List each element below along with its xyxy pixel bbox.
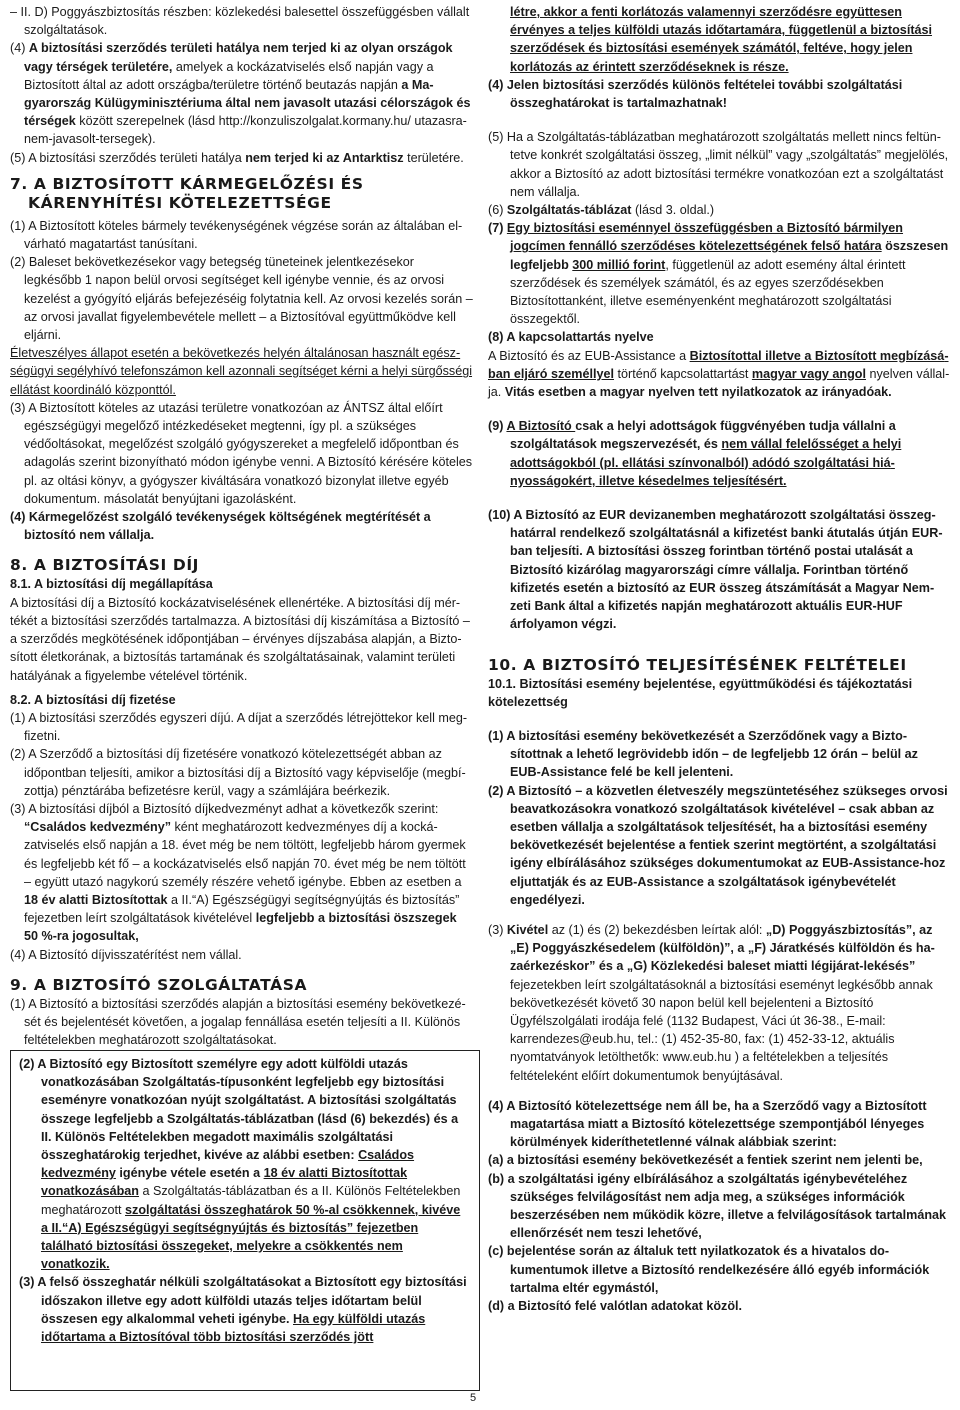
clause-4-territory: (4) A biztosítási szerződés területi hatálya nem terjed ki az olyan országok vagy térségek területére, amelyek a kockázatviselés első napján vagy a Biztosított által az adott országba/területre történő beutazás napján a Magyarország Külügyminisztériuma által nem javasolt utazási célországok és térségek között szerepelnek (lásd http://konzuliszolgalat.kormany.hu/ utazasra-nem-javasolt-tersegek). bbox=[10, 41, 471, 147]
clause-8-language: A Biztosító és az EUB-Assistance a Biztosítottal illetve a Biztosított megbízásában eljáró személlyel történő kapcsolattartást magyar vagy angol nyelven vállalja. Vitás esetben a magyar nyelven tett nyilatkozatok az irányadóak. bbox=[488, 348, 950, 400]
section-10-clause-4: (4) A Biztosító kötelezettsége nem áll be, ha a Szerződő vagy a Biztosított magatartása miatt a Biztosító kötelezettsége szempontjából lényeges körülmények kideríthetetlenné válnak alábbiak szerint: bbox=[488, 1098, 927, 1150]
clause-8-heading: (8) A kapcsolattartás nyelve bbox=[488, 330, 654, 345]
clause-6-table-ref: (6) Szolgáltatás-táblázat (lásd 3. oldal.) bbox=[488, 203, 715, 218]
clause-4-limits: (4) Jelen biztosítási szerződés különös feltételei további szolgáltatási összeghatárokat is tartalmazhatnak! bbox=[488, 77, 903, 111]
continuation-text: – II. D) Poggyászbiztosítás részben: közlekedési balesettel összefüggésben vállalt szolgáltatások. bbox=[10, 5, 470, 38]
section-10-item-d: (d) a Biztosító felé valótlan adatokat közöl. bbox=[488, 1299, 743, 1313]
section-8-2-clause-3: (3) A biztosítási díjból a Biztosító díjkedvezményt adhat a következők szerint: “Családos kedvezmény” ként meghatározott kedvezményes díj a kockázatviselés első napján a 18. évet még be nem töltött, legfeljebb három gyermek és legfeljebb két fő – a kockázatviselés első napján 70. évet még be nem töltött – együtt utazó nagykorú személy részére vehető igénybe. Ebben az esetben a 18 év alatti Biztosítottak a II.“A) Egészségügyi segítségnyújtás és biztosítás” fejezetben leírt szolgáltatások kivételével legfeljebb a biztosítási öszszegek 50 %-ra jogosultak, bbox=[10, 801, 466, 944]
section-8-2-clause-1: (1) A biztosítási szerződés egyszeri díjú. A díjat a szerződés létrejöttekor kell megfizetni. bbox=[10, 710, 468, 744]
section-7-clause-1: (1) A Biztosított köteles bármely tevékenységének végzése során az általában elvárható magatartást tanúsítani. bbox=[10, 218, 463, 252]
clause-5-antarctica: (5) A biztosítási szerződés területi hatálya nem terjed ki az Antarktisz területére. bbox=[10, 150, 464, 165]
section-10-heading: 10. A BIZTOSÍTÓ TELJESÍTÉSÉNEK FELTÉTELEI bbox=[488, 655, 907, 674]
section-10-clause-3: (3) Kivétel az (1) és (2) bekezdésben leírtak alól: „D) Poggyászbiztosítás”, az „E) Poggyászkésedelem (külföldön)”, a „F) Járatkésés külföldön és hazaérkezéskor” és a „G) Közlekedési baleset miatti légijárat-lekésés” fejezetekben leírt szolgáltatásoknál a biztosítási eseményt legkésőbb annak bekövetkezését követő 30 napon belül kell bejelenteni a Biztosító Ügyfélszolgálati irodája felé (1132 Budapest, Váci út 36-38., E-mail: karrendezes@eub.hu, tel.: (1) 452-35-80, fax: (1) 452-33-12, aktuális nyomtatványok letölthetők: www.eub.hu ) a feltételekben a teljesítés feltételeként előírt dokumentumok benyújtásával. bbox=[488, 922, 935, 1083]
clause-10-eur-payment: (10) A Biztosító az EUR devizanemben meghatározott szolgáltatási összeghatárral rendelkező szolgáltatásnál a kifizetést banki átutalás útján EUR-ban teljesíti. A biztosítási összeg forintban történő postai utalását a Biztosító kizárólag magyarországi címre vállalja. Forintban történő kifizetés esetén a biztosító az EUR összeg átszámítását a Magyar Nemzeti Bank által a kifizetés napján meghatározott aktuális EUR-HUF árfolyamon végzi. bbox=[488, 508, 943, 632]
section-7-clause-2: (2) Baleset bekövetkezésekor vagy betegség tüneteinek jelentkezésekor legkésőbb 1 napon belül orvosi segítséget kell igénybe vennie, és az orvosi kezelést a gyógyító eljárás befejezéséig folytatnia kell. Az orvosi kezelés során – az orvosi javallat figyelembevétele mellett – a Biztosítóval együttműködve kell eljárni. bbox=[10, 255, 473, 343]
section-10-1-heading: 10.1. Biztosítási esemény bejelentése, együttműködési és tájékoztatási kötelezettség bbox=[488, 676, 913, 709]
section-9-heading: 9. A BIZTOSÍTÓ SZOLGÁLTATÁSA bbox=[10, 975, 308, 994]
section-7-clause-3: (3) A Biztosított köteles az utazási területre vonatkozóan az ÁNTSZ által előírt egészségügyi megelőző intézkedéseket megtenni, így pl. a szükséges védőoltásokat, megelőzést szolgáló gyógyszereket a megfelelő időpontban és adagolás szerint bizonyítható módon igénybe venni. A Biztosító kérésére köteles pl. az oltási könyv, a gyógyszer kiváltására vonatkozó bizonylat illetve egyéb dokumentum. másolatát benyújtani igazolásként. bbox=[10, 400, 473, 506]
clause-5-no-limit: (5) Ha a Szolgáltatás-táblázatban meghatározott szolgáltatás mellett nincs feltüntetve konkrét szolgáltatási összeg, „limit nélkül” vagy „szolgáltatás” megjelölés, akkor a Biztosító az adott biztosítási termékre vonatkozóan ezt a szolgáltatást nem vállalja. bbox=[488, 130, 949, 199]
box-clause-3: (3) A felső összeghatár nélküli szolgáltatásokat a Biztosított egy biztosítási időszakon illetve egy adott külföldi utazás teljes időtartam belül összesen egy alkalommal veheti igénybe. Ha egy külföldi utazás időtartama a Biztosítóval több biztosítási szerződés jött bbox=[19, 1275, 467, 1345]
box-clause-2: (2) A Biztosító egy Biztosított személyre egy adott külföldi utazás vonatkozásában Szolgáltatás-típusonként legfeljebb egy biztosítási eseményre vonatkozóan nyújt szolgáltatást. A biztosítási szolgáltatás összege legfeljebb a Szolgáltatás-táblázatban (lásd (6) bekezdés) és a II. Különös Feltételekben megadott maximális szolgáltatási összeghatárokig terjedhet, kivéve az alábbi esetben: Családos kedvezmény igénybe vétele esetén a 18 év alatti Biztosítottak vonatkozásában a Szolgáltatás-táblázatban és a II. Különös Feltételekben meghatározott szolgáltatási összeghatárok 50 %-al csökkennek, kivéve a II.“A) Egészségügyi segítségnyújtás és biztosítás” fejezetben található biztosítási összegeket, melyekre a csökkentés nem vonatkozik. bbox=[19, 1057, 461, 1272]
section-7-emergency-note: Életveszélyes állapot esetén a bekövetkezés helyén általánosan használt egészségügyi segélyhívó telefonszámon kell azonnali segítséget kérni a helyi sürgősségi ellátást koordináló központtól. bbox=[10, 346, 473, 397]
clause-7-max-liability: (7) Egy biztosítási eseménnyel összefüggésben a Biztosító bármilyen jogcímen fennálló szerződéses kötelezettségének felső határa öszszesen legfeljebb 300 millió forint, függetlenül az adott esemény által érintett szerződések és személyek számától, és az egyes szerződésekben Biztosítottanként, illetve eseményenként meghatározott szolgáltatási összegektől. bbox=[488, 221, 949, 327]
section-8-2-clause-2: (2) A Szerződő a biztosítási díj fizetésére vonatkozó kötelezettségét abban az időpontban teljesíti, amikor a biztosítási díj a Biztosító vagy képviselője (megbízottja) pénztárába befizetésre kerül, vagy a számlájára beérkezik. bbox=[10, 747, 466, 798]
section-7-clause-4: (4) Kármegelőzést szolgáló tevékenységek költségének megtérítését a biztosító nem vállalja. bbox=[10, 510, 431, 543]
right-column bbox=[488, 0, 950, 1315]
section-10-clause-1: (1) A biztosítási esemény bekövetkezését a Szerződőnek vagy a Biztosítottnak a lehető legrövidebb időn – de legfeljebb 12 órán – belül az EUB-Assistance felé be kell jelenteni. bbox=[488, 728, 918, 780]
section-8-1-heading: 8.1. A biztosítási díj megállapítása bbox=[10, 577, 213, 592]
clause-9-local-conditions: (9) A Biztosító csak a helyi adottságok függvényében tudja vállalni a szolgáltatások megszervezését, és nem vállal felelősséget a helyi adottságokból (pl. ellátási színvonalból) adódó szolgáltatási hiányosságokért, illetve késedelmes teljesítésért. bbox=[488, 419, 902, 488]
section-7-heading: 7. A BIZTOSÍTOTT KÁRMEGELŐZÉSI ÉS KÁRENYHÍTÉSI KÖTELEZETTSÉGE bbox=[10, 174, 364, 212]
section-10-clause-2: (2) A Biztosító – a közvetlen életveszély megszüntetéséhez szükseges orvosi beavatkozásokra vonatkozó szolgáltatások kivételével – csak abban az esetben vállalja a szolgáltatások teljesítését, ha a biztosítási esemény bekövetkezését bejelentése a fentiek szerint megtörtént, a szolgáltatási igény elbírálásához szükséges dokumentumokat az EUB-Assistance-hoz eljuttatják és az EUB-Assistance a szolgáltatások igénybevételét engedélyezi. bbox=[488, 783, 948, 907]
highlight-box-content bbox=[19, 1055, 469, 1346]
section-10-item-a: (a) a biztosítási esemény bekövetkezését a fentiek szerint nem jelenti be, bbox=[488, 1153, 923, 1168]
section-10-item-b: (b) a szolgáltatási igény elbírálásához a szolgáltatás igénybevételéhez szükséges felvilágosítást nem adja meg, a szükséges információk beszerzésében nem működik közre, illetve a felvilágosítások tartalmának ellenőrzését nem teszi lehetővé, bbox=[488, 1171, 947, 1241]
section-8-1-text: A biztosítási díj a Biztosító kockázatviselésének ellenértéke. A biztosítási díj mértékét a biztosítási szerződés tartalmazza. A biztosítási díj kiszámítása a Biztosító – a szerződés megkötésének időpontjában – érvényes díjszabása alapján, a Biztosított életkorának, a biztosítás tartamának és szolgáltatásainak, valamint területi hatályának a figyelembe vételével történik. bbox=[10, 595, 470, 683]
section-8-2-clause-4: (4) A Biztosító díjvisszatérítést nem vállal. bbox=[10, 947, 242, 962]
section-8-heading: 8. A BIZTOSÍTÁSI DÍJ bbox=[10, 556, 200, 575]
box-continuation: létre, akkor a fenti korlátozás valamennyi szerződésre együttesen érvényes a teljes külföldi utazás időtartamára, függetlenül a biztosítási szerződések és biztosítási események számától, feltéve, hogy jelen korlátozás az érintett szerződéseknek is része. bbox=[510, 5, 933, 74]
page-number: 5 bbox=[470, 1392, 477, 1404]
section-10-item-c: (c) bejelentése során az általuk tett nyilatkozatok és a hivatalos dokumentumok illetve a Biztosító rendelkezésére álló egyéb információk tartalma eltér egymástól, bbox=[488, 1244, 930, 1295]
left-column bbox=[10, 0, 473, 1049]
section-8-2-heading: 8.2. A biztosítási díj fizetése bbox=[10, 692, 176, 707]
section-9-clause-1: (1) A Biztosító a biztosítási szerződés alapján a biztosítási esemény bekövetkezését és bejelentését követően, a jogalap fennállása esetén teljesíti a II. Különös feltételekben meghatározott szolgáltatásokat. bbox=[10, 996, 466, 1048]
